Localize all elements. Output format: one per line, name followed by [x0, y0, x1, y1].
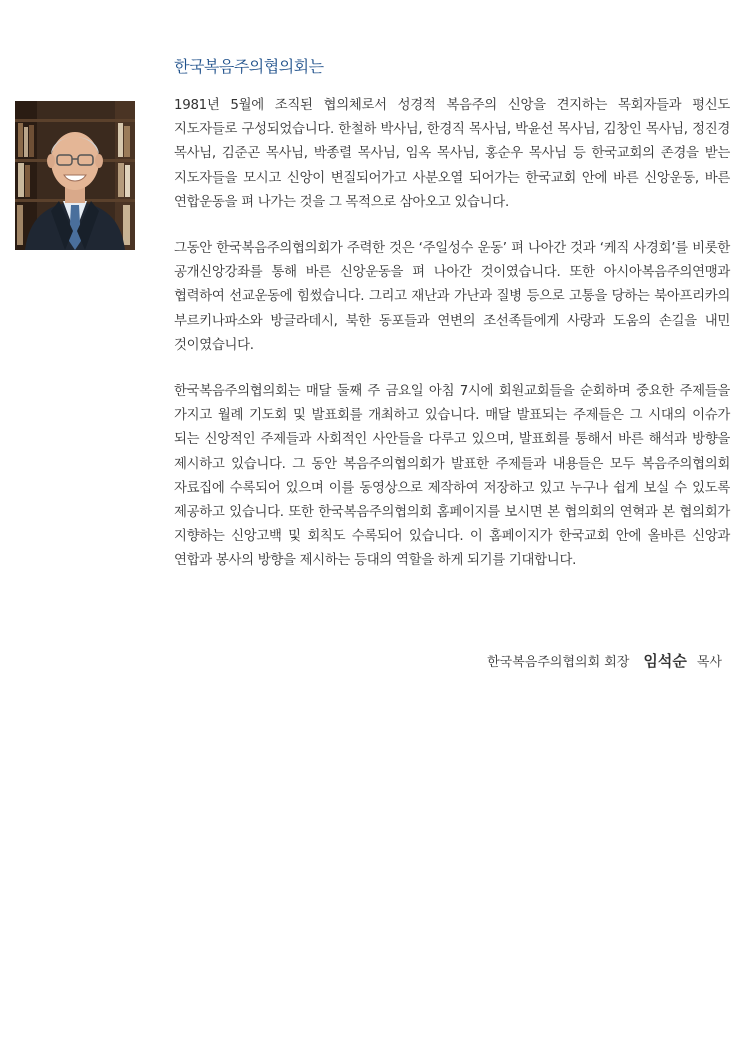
signature-name: 임석순	[643, 652, 687, 670]
signature-suffix: 목사	[696, 655, 722, 670]
paragraph-activities: 그동안 한국복음주의협의회가 주력한 것은 ‘주일성수 운동’ 펴 나아간 것과 ‘케직 사경회’를 비롯한 공개신앙강좌를 통해 바른 신앙운동을 펴 나아간 것이였습니다. 또한 아시아복음주의연맹과 협력하여 선교운동에 힘썼습니다. 그리고 재난과 가난과 질병 등으로 고통을 당하는 북아프리카의 부르키나파소와 방글라데시, 북한 동포들과 연변의 조선족들에게 사랑과 도움의 손길을 내민 것이였습니다.	[174, 241, 730, 353]
signature-org-title: 한국복음주의협의회 회장	[487, 655, 630, 670]
page-title: 한국복음주의협의회는	[174, 57, 324, 76]
paragraph-meetings: 한국복음주의협의회는 매달 둘째 주 금요일 아침 7시에 회원교회들을 순회하며 중요한 주제들을 가지고 월례 기도회 및 발표회를 개최하고 있습니다. 매달 발표되는 주제들은 그 시대의 이슈가 되는 신앙적인 주제들과 사회적인 사안들을 다루고 있으며, 발표회를 통해서 바른 해석과 방향을 제시하고 있습니다. 그 동안 복음주의협의회가 발표한 주제들과 내용들은 모두 복음주의협의회 자료집에 수록되어 있으며 이를 동영상으로 제작하여 저장하고 있고 누구나 쉽게 보실 수 있도록 제공하고 있습니다. 또한 한국복음주의협의회 홈페이지를 보시면 본 협의회의 연혁과 본 협의회가 지향하는 신앙고백 및 회칙도 수록되어 있습니다. 이 홈페이지가 한국교회 안에 올바른 신앙과 연합과 봉사의 방향을 제시하는 등대의 역할을 하게 되기를 기대합니다.	[174, 384, 730, 569]
signature-block	[487, 650, 722, 671]
paragraph-history: 1981년 5월에 조직된 협의체로서 성경적 복음주의 신앙을 견지하는 목회자들과 평신도 지도자들로 구성되었습니다. 한철하 박사님, 한경직 목사님, 박윤선 목사님, 김창인 목사님, 정진경 목사님, 김준곤 목사님, 박종렬 목사님, 임옥 목사님, 홍순우 목사님 등 한국교회의 존경을 받는 지도자들을 모시고 신앙이 변질되어가고 사분오열 되어가는 한국교회 안에 바른 신앙운동, 바른 연합운동을 펴 나가는 것을 그 목적으로 삼아오고 있습니다.	[174, 98, 730, 210]
president-portrait-photo	[15, 101, 135, 250]
introduction-text	[174, 94, 730, 596]
